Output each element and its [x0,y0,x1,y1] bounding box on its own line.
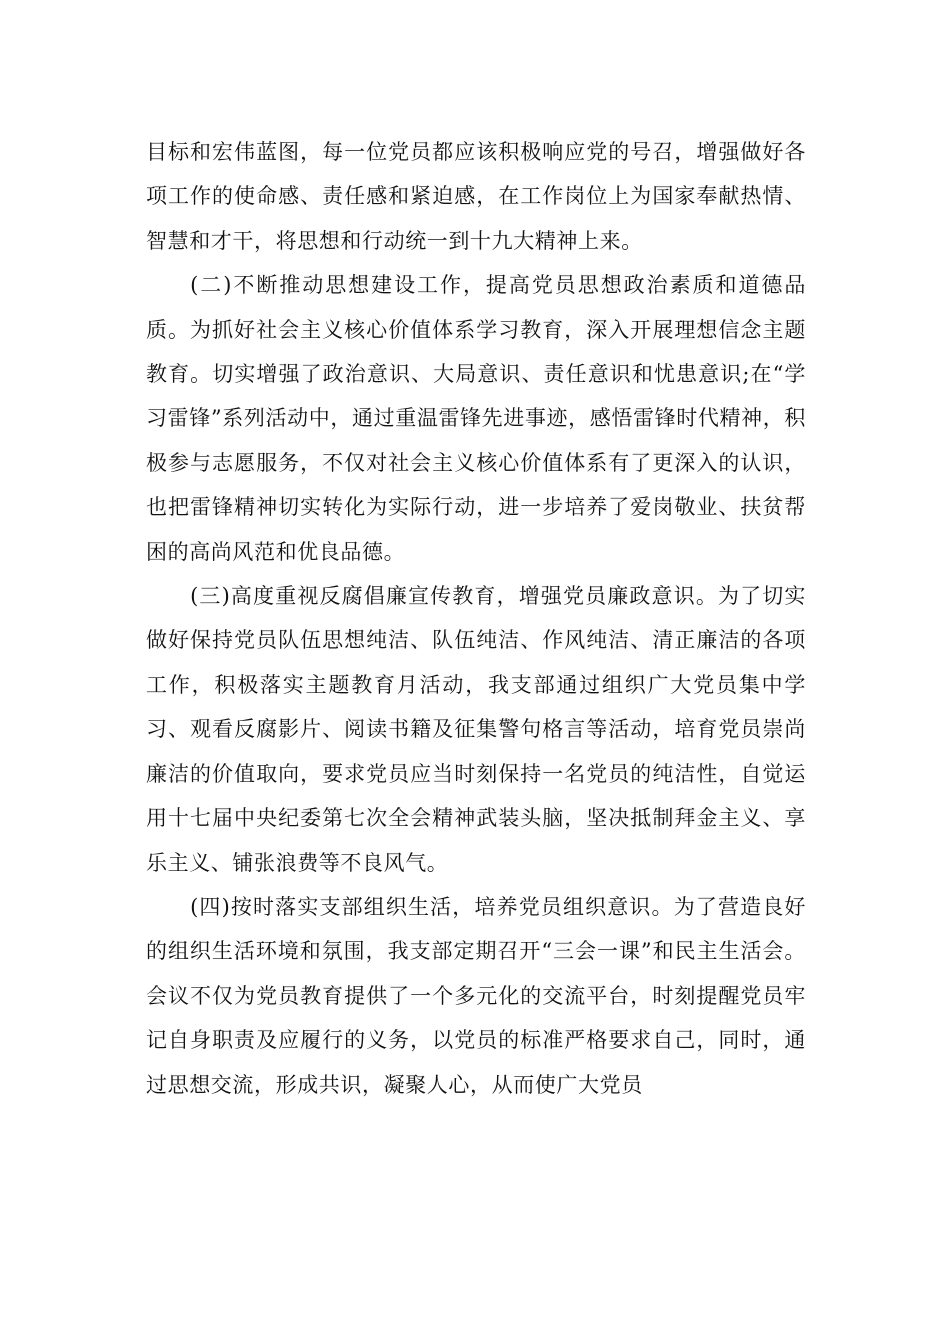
paragraph-section-3: (三)高度重视反腐倡廉宣传教育，增强党员廉政意识。为了切实做好保持党员队伍思想纯洁、队伍纯洁、作风纯洁、清正廉洁的各项工作，积极落实主题教育月活动，我支部通过组织广大党员集中学习、观看反腐影片、阅读书籍及征集警句格言等活动，培育党员崇尚廉洁的价值取向，要求党员应当时刻保持一名党员的纯洁性，自觉运用十七届中央纪委第七次全会精神武装头脑，坚决抵制拜金主义、享乐主义、铺张浪费等不良风气。 [146,584,806,875]
paragraph-continuation: 目标和宏伟蓝图，每一位党员都应该积极响应党的号召，增强做好各项工作的使命感、责任感和紧迫感，在工作岗位上为国家奉献热情、智慧和才干，将思想和行动统一到十九大精神上来。 [146,140,806,253]
paragraph-section-2: (二)不断推动思想建设工作，提高党员思想政治素质和道德品质。为抓好社会主义核心价值体系学习教育，深入开展理想信念主题教育。切实增强了政治意识、大局意识、责任意识和忧患意识;在“学习雷锋”系列活动中，通过重温雷锋先进事迹，感悟雷锋时代精神，积极参与志愿服务，不仅对社会主义核心价值体系有了更深入的认识，也把雷锋精神切实转化为实际行动，进一步培养了爱岗敬业、扶贫帮困的高尚风范和优良品德。 [146,273,806,564]
paragraph-section-4: (四)按时落实支部组织生活，培养党员组织意识。为了营造良好的组织生活环境和氛围，我支部定期召开“三会一课”和民主生活会。会议不仅为党员教育提供了一个多元化的交流平台，时刻提醒党员牢记自身职责及应履行的义务，以党员的标准严格要求自己，同时，通过思想交流，形成共识，凝聚人心，从而使广大党员 [146,894,806,1097]
document-body [146,130,806,1107]
